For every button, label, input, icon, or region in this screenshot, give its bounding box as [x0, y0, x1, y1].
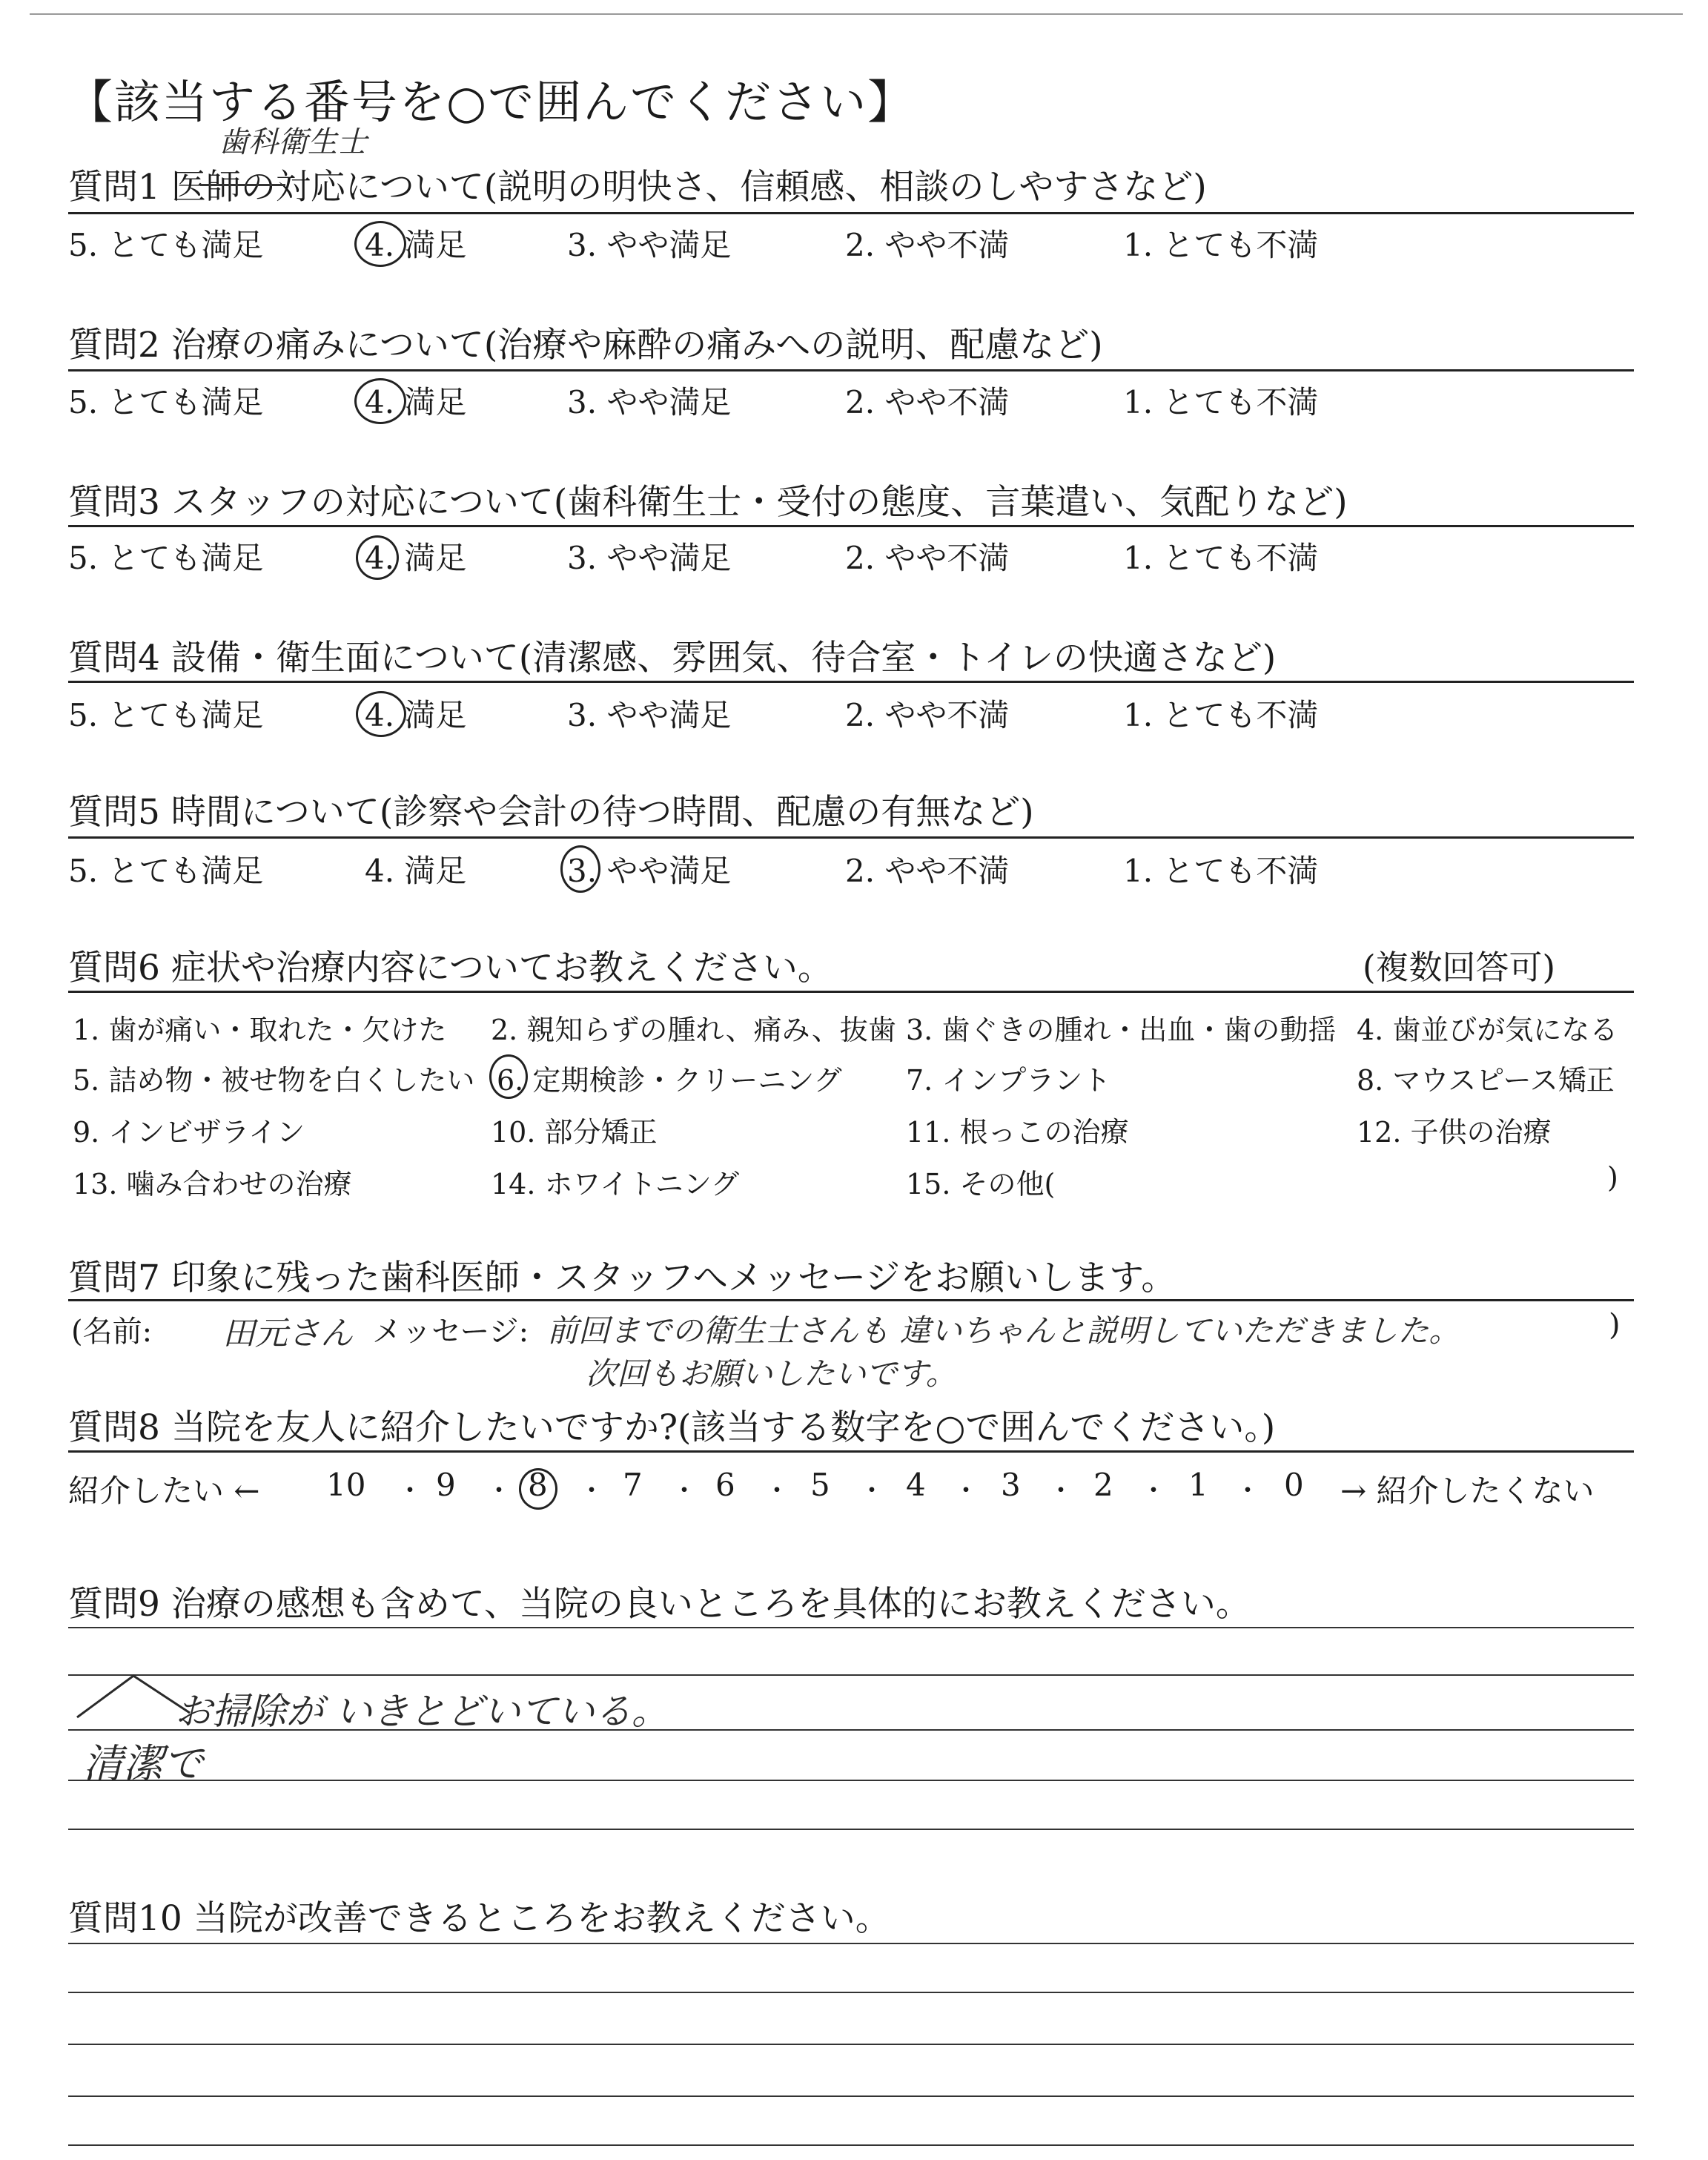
q6-option-6[interactable]: 6. 定期検診・クリーニング	[497, 1064, 842, 1097]
q8-scale-0[interactable]: 0	[1284, 1467, 1304, 1503]
q8-separator: ・	[1234, 1476, 1262, 1506]
q8-selection-circle	[519, 1468, 557, 1510]
q3-rule	[68, 525, 1634, 527]
q1-selection-circle	[354, 221, 406, 267]
q8-rule	[68, 1450, 1634, 1453]
q3-option-3[interactable]: 3. やや満足	[567, 540, 732, 576]
q10-line-4	[68, 2095, 1634, 2097]
q6-selection-circle	[489, 1054, 528, 1099]
q8-left-label: 紹介したい ←	[68, 1473, 260, 1509]
q8-separator: ・	[578, 1476, 606, 1506]
q8-separator: ・	[764, 1476, 791, 1506]
q8-scale-3[interactable]: 3	[1001, 1467, 1021, 1503]
q5-option-1[interactable]: 1. とても不満	[1123, 853, 1319, 889]
q8-separator: ・	[486, 1476, 513, 1506]
q5-title: 質問5 時間について(診察や会計の待つ時間、配慮の有無など)	[68, 792, 1034, 833]
q1-option-5[interactable]: 5. とても満足	[68, 227, 264, 263]
q5-selection-circle	[560, 845, 600, 893]
q9-line-1	[68, 1627, 1634, 1628]
q3-option-5[interactable]: 5. とても満足	[68, 540, 264, 576]
q5-option-4[interactable]: 4. 満足	[365, 853, 467, 889]
q6-option-9[interactable]: 9. インビザライン	[73, 1116, 305, 1149]
q4-option-3[interactable]: 3. やや満足	[567, 697, 732, 733]
q8-separator: ・	[858, 1476, 886, 1506]
q6-option-4[interactable]: 4. 歯並びが気になる	[1357, 1014, 1618, 1046]
q1-handwritten-correction: 歯科衛生士	[219, 125, 367, 159]
q6-title: 質問6 症状や治療内容についてお教えください。	[68, 948, 833, 988]
q4-title: 質問4 設備・衛生面について(清潔感、雰囲気、待合室・トイレの快適さなど)	[68, 638, 1277, 678]
q2-option-5[interactable]: 5. とても満足	[68, 384, 264, 420]
form-heading: 【該当する番号を○で囲んでください】	[67, 75, 916, 129]
q10-line-2	[68, 1992, 1634, 1993]
q8-scale-2[interactable]: 2	[1093, 1467, 1113, 1503]
q8-right-label: → 紹介したくない	[1340, 1473, 1595, 1509]
q6-option-15-close: )	[1607, 1161, 1618, 1194]
q5-option-2[interactable]: 2. やや不満	[845, 853, 1010, 889]
q4-option-2[interactable]: 2. やや不満	[845, 697, 1010, 733]
q6-option-13[interactable]: 13. 噛み合わせの治療	[73, 1168, 352, 1200]
q1-option-1[interactable]: 1. とても不満	[1123, 227, 1319, 263]
q4-rule	[68, 681, 1634, 683]
q6-option-15[interactable]: 15. その他(	[906, 1168, 1056, 1200]
page-top-edge	[30, 13, 1683, 15]
q2-selection-circle	[354, 378, 406, 424]
q6-option-14[interactable]: 14. ホワイトニング	[491, 1168, 740, 1200]
q2-option-3[interactable]: 3. やや満足	[567, 384, 732, 420]
q8-scale-9[interactable]: 9	[436, 1467, 456, 1503]
q6-option-1[interactable]: 1. 歯が痛い・取れた・欠けた	[73, 1014, 447, 1046]
q10-line-1	[68, 1943, 1634, 1944]
q6-option-12[interactable]: 12. 子供の治療	[1357, 1116, 1552, 1149]
q7-rule	[68, 1299, 1634, 1301]
q9-answer-line-1[interactable]: お掃除が いきとどいている。	[175, 1690, 669, 1733]
q8-scale-6[interactable]: 6	[715, 1467, 735, 1503]
q2-option-2[interactable]: 2. やや不満	[845, 384, 1010, 420]
q7-message-label: メッセージ:	[372, 1315, 529, 1349]
q6-rule	[68, 991, 1634, 993]
q8-scale-4[interactable]: 4	[906, 1467, 926, 1503]
q10-title: 質問10 当院が改善できるところをお教えください。	[68, 1898, 890, 1939]
q9-insertion-caret	[74, 1668, 193, 1720]
q5-rule	[68, 836, 1634, 839]
q3-title: 質問3 スタッフの対応について(歯科衛生士・受付の態度、言葉遣い、気配りなど)	[68, 482, 1348, 523]
q1-strikethrough	[200, 184, 285, 186]
q1-option-3[interactable]: 3. やや満足	[567, 227, 732, 263]
q2-title: 質問2 治療の痛みについて(治療や麻酔の痛みへの説明、配慮など)	[68, 325, 1103, 366]
q5-option-3[interactable]: 3. やや満足	[567, 853, 732, 889]
q8-scale-1[interactable]: 1	[1188, 1467, 1208, 1503]
q6-option-3[interactable]: 3. 歯ぐきの腫れ・出血・歯の動揺	[906, 1014, 1337, 1046]
q9-title: 質問9 治療の感想も含めて、当院の良いところを具体的にお教えください。	[68, 1584, 1251, 1625]
q2-option-4[interactable]: 4. 満足	[365, 384, 467, 420]
q8-scale-5[interactable]: 5	[810, 1467, 830, 1503]
q3-selection-circle	[356, 535, 399, 580]
q7-name-value[interactable]: 田元さん	[222, 1315, 353, 1353]
q10-line-5	[68, 2144, 1634, 2146]
q3-option-1[interactable]: 1. とても不満	[1123, 540, 1319, 576]
q6-multiple-note: (複数回答可)	[1363, 948, 1556, 987]
q8-separator: ・	[397, 1476, 424, 1506]
q8-title: 質問8 当院を友人に紹介したいですか?(該当する数字を○で囲んでください。)	[68, 1407, 1276, 1448]
q8-scale-7[interactable]: 7	[623, 1467, 643, 1503]
q1-option-4[interactable]: 4. 満足	[365, 227, 467, 263]
q4-option-4[interactable]: 4. 満足	[365, 697, 467, 733]
q7-title: 質問7 印象に残った歯科医師・スタッフへメッセージをお願いします。	[68, 1258, 1176, 1298]
q5-option-5[interactable]: 5. とても満足	[68, 853, 264, 889]
q2-option-1[interactable]: 1. とても不満	[1123, 384, 1319, 420]
q8-separator: ・	[953, 1476, 980, 1506]
q7-message-line-1[interactable]: 前回までの衛生士さんも 違いちゃんと説明していただきました。	[547, 1312, 1460, 1349]
q6-option-5[interactable]: 5. 詰め物・被せ物を白くしたい	[73, 1064, 475, 1097]
q4-option-5[interactable]: 5. とても満足	[68, 697, 264, 733]
q6-option-8[interactable]: 8. マウスピース矯正	[1357, 1064, 1615, 1097]
q4-selection-circle	[356, 691, 406, 737]
q8-separator: ・	[1047, 1476, 1075, 1506]
q9-answer-line-2[interactable]: 清潔で	[83, 1740, 203, 1787]
q1-option-2[interactable]: 2. やや不満	[845, 227, 1010, 263]
q3-option-4[interactable]: 4. 満足	[365, 540, 467, 576]
q10-line-3	[68, 2044, 1634, 2045]
q6-option-2[interactable]: 2. 親知らずの腫れ、痛み、抜歯	[491, 1014, 896, 1046]
q7-close-paren: )	[1609, 1308, 1621, 1342]
q7-name-label: (名前:	[71, 1315, 153, 1349]
q3-option-2[interactable]: 2. やや不満	[845, 540, 1010, 576]
q9-line-2	[68, 1674, 1634, 1676]
q6-option-11[interactable]: 11. 根っこの治療	[906, 1116, 1129, 1149]
q1-title: 質問1 医師の対応について(説明の明快さ、信頼感、相談のしやすさなど)	[68, 167, 1207, 208]
q9-line-4	[68, 1780, 1634, 1781]
q7-message-line-2[interactable]: 次回もお願いしたいです。	[586, 1355, 957, 1392]
q8-separator: ・	[671, 1476, 698, 1506]
q8-scale-8[interactable]: 8	[528, 1467, 548, 1503]
q6-option-10[interactable]: 10. 部分矯正	[491, 1116, 658, 1149]
q9-line-5	[68, 1829, 1634, 1830]
q2-rule	[68, 369, 1634, 371]
q8-separator: ・	[1140, 1476, 1168, 1506]
q4-option-1[interactable]: 1. とても不満	[1123, 697, 1319, 733]
q8-scale-10[interactable]: 10	[326, 1467, 366, 1503]
q6-option-7[interactable]: 7. インプラント	[906, 1064, 1111, 1097]
q1-rule	[68, 212, 1634, 214]
